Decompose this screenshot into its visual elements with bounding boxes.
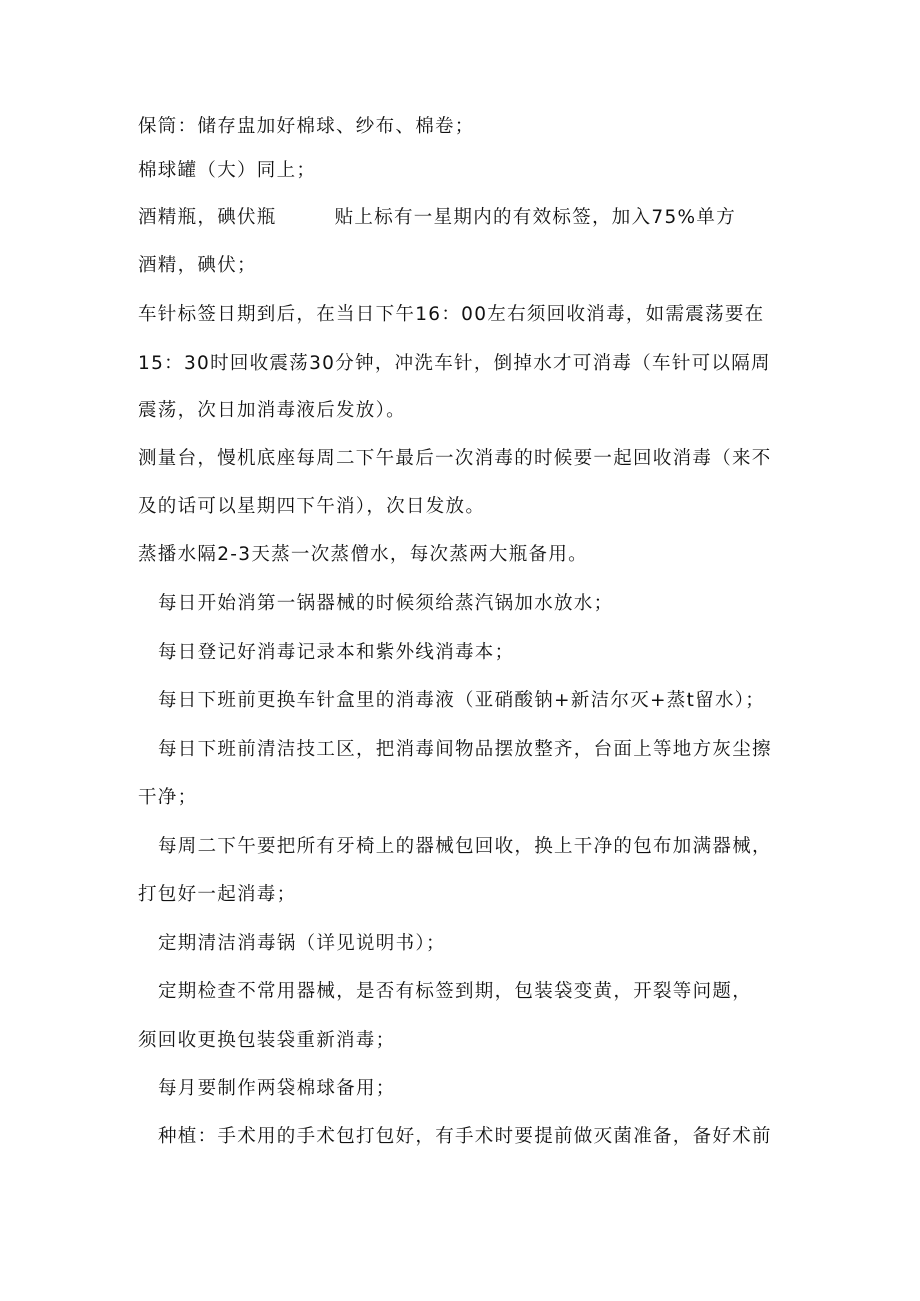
text-line-3-lead: 酒精瓶，碘伏瓶 — [138, 207, 277, 228]
text-line-22: 种植：手术用的手术包打包好，有手术时要提前做灭菌准备，备好术前 — [158, 1126, 772, 1147]
text-line-6: 15：30时回收震荡30分钟，冲洗车针，倒掉水才可消毒（车针可以隔周 — [138, 353, 771, 374]
text-line-16: 每周二下午要把所有牙椅上的器械包回收，换上干净的包布加满器械， — [158, 836, 772, 857]
text-line-15: 干净； — [138, 787, 198, 808]
text-line-10: 蒸播水隔2-3天蒸一次蒸僧水，每次蒸两大瓶备用。 — [138, 544, 588, 565]
text-line-17: 打包好一起消毒； — [138, 884, 297, 905]
text-line-1: 保筒：储存盅加好棉球、纱布、棉卷； — [138, 116, 475, 137]
text-line-13: 每日下班前更换车针盒里的消毒液（亚硝酸钠+新洁尔灭+蒸t留水）； — [158, 690, 766, 711]
text-line-12: 每日登记好消毒记录本和紫外线消毒本； — [158, 642, 515, 663]
text-line-20: 须回收更换包装袋重新消毒； — [138, 1030, 396, 1051]
text-line-18: 定期清洁消毒锅（详见说明书）； — [158, 933, 446, 954]
text-line-5: 车针标签日期到后，在当日下午16：00左右须回收消毒，如需震荡要在 — [138, 304, 765, 325]
text-line-3-tail: 贴上标有一星期内的有效标签，加入75%单方 — [334, 207, 737, 228]
text-line-4: 酒精，碘伏； — [138, 255, 257, 276]
text-line-9: 及的话可以星期四下午消），次日发放。 — [138, 496, 486, 517]
text-line-19: 定期检查不常用器械，是否有标签到期，包装袋变黄，开裂等问题， — [158, 981, 753, 1002]
text-line-14: 每日下班前清洁技工区，把消毒间物品摆放整齐，台面上等地方灰尘擦 — [158, 739, 772, 760]
text-line-7: 震荡，次日加消毒液后发放）。 — [138, 400, 406, 421]
text-line-3 — [138, 206, 736, 230]
text-line-2: 棉球罐（大）同上； — [138, 160, 317, 181]
text-line-8: 测量台，慢机底座每周二下午最后一次消毒的时候要一起回收消毒（来不 — [138, 448, 772, 469]
text-line-11: 每日开始消第一锅器械的时候须给蒸汽锅加水放水； — [158, 593, 614, 614]
text-line-21: 每月要制作两袋棉球备用； — [158, 1078, 396, 1099]
